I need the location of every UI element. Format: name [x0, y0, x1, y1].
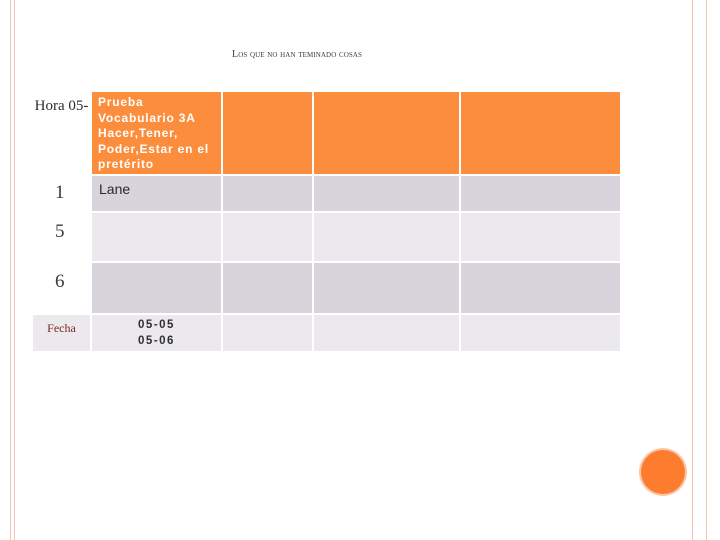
empty-cell — [313, 314, 460, 352]
row-number-cell — [32, 262, 91, 314]
name-cell — [91, 262, 222, 314]
row-number: 1 — [55, 182, 65, 203]
empty-cell — [460, 314, 621, 352]
table-row — [32, 212, 621, 262]
table-row — [32, 175, 621, 212]
row-number-cell — [32, 212, 91, 262]
empty-cell — [222, 175, 313, 212]
attendance-table — [31, 90, 622, 353]
row-number: 6 — [55, 271, 65, 292]
empty-cell — [313, 262, 460, 314]
name-cell — [91, 175, 222, 212]
fecha-dates — [92, 315, 221, 349]
fecha-row — [32, 314, 621, 352]
fecha-date-2: 05-06 — [138, 335, 175, 347]
decorative-circle — [641, 450, 685, 494]
header-empty-cell — [313, 91, 460, 175]
student-name: Lane — [99, 181, 131, 197]
right-border-line-outer — [706, 0, 707, 540]
student-name — [92, 263, 221, 268]
row-number-cell — [32, 175, 91, 212]
empty-cell — [222, 314, 313, 352]
empty-cell — [313, 175, 460, 212]
table-row — [32, 262, 621, 314]
dates-cell — [91, 314, 222, 352]
empty-cell — [222, 212, 313, 262]
empty-cell — [460, 262, 621, 314]
empty-cell — [313, 212, 460, 262]
empty-cell — [222, 262, 313, 314]
name-cell — [91, 212, 222, 262]
prueba-cell — [91, 91, 222, 175]
right-border-line — [692, 0, 693, 540]
fecha-label: Fecha — [47, 321, 76, 335]
slide-title: Los que no han teminado cosas — [232, 49, 363, 60]
left-border-line — [10, 0, 11, 540]
hora-cell — [32, 91, 91, 175]
left-border-line-inner — [14, 0, 15, 540]
table-header-row — [32, 91, 621, 175]
empty-cell — [460, 175, 621, 212]
student-name — [92, 213, 221, 218]
fecha-cell — [32, 314, 91, 352]
fecha-date-1: 05-05 — [138, 319, 175, 331]
hora-label: Hora 05- — [34, 98, 89, 114]
header-empty-cell — [460, 91, 621, 175]
header-empty-cell — [222, 91, 313, 175]
row-number: 5 — [55, 221, 65, 242]
empty-cell — [460, 212, 621, 262]
prueba-label: Prueba Vocabulario 3A Hacer,Tener, Poder,Estar en el pretérito — [98, 95, 209, 171]
